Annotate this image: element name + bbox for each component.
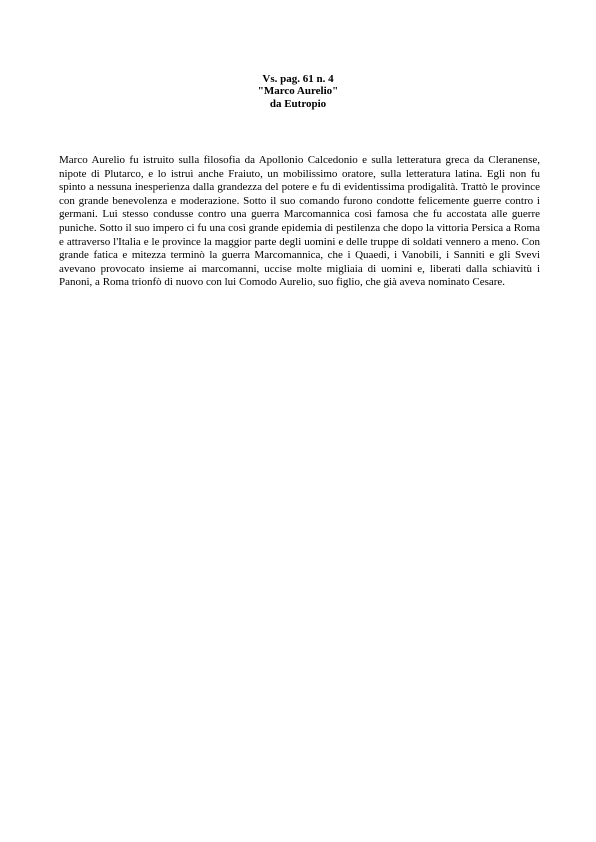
- document-heading: [0, 73, 596, 110]
- reference-line: Vs. pag. 61 n. 4: [262, 73, 334, 85]
- source-line: da Eutropio: [269, 97, 327, 110]
- document-title: "Marco Aurelio": [257, 85, 339, 98]
- body-paragraph: Marco Aurelio fu istruito sulla filosofia da Apollonio Calcedonio e sulla letteratura greca da Cleranense, nipote di Plutarco, e lo istruì anche Fraiuto, un mobilissimo oratore, sulla letteratura latina. Egli non fu spinto a nessuna inesperienza dalla grandezza del potere e fu di evidentissima prodigalità. Trattò le province con grande benevolenza e moderazione. Sotto il suo comando furono condotte felicemente guerre contro i germani. Lui stesso condusse contro una guerra Marcomannica così famosa che fu accostata alle guerre puniche. Sotto il suo impero ci fu una così grande epidemia di pestilenza che dopo la vittoria Persica a Roma e attraverso l'Italia e le province la maggior parte degli uomini e delle truppe di soldati vennero a meno. Con grande fatica e mitezza terminò la guerra Marcomannica, che i Quaedi, i Vanobili, i Sanniti e gli Svevi avevano provocato insieme ai marcomanni, uccise molte migliaia di uomini e, liberati dalla schiavitù i Panoni, a Roma trionfò di nuovo con lui Comodo Aurelio, suo figlio, che già aveva nominato Cesare.: [59, 154, 540, 289]
